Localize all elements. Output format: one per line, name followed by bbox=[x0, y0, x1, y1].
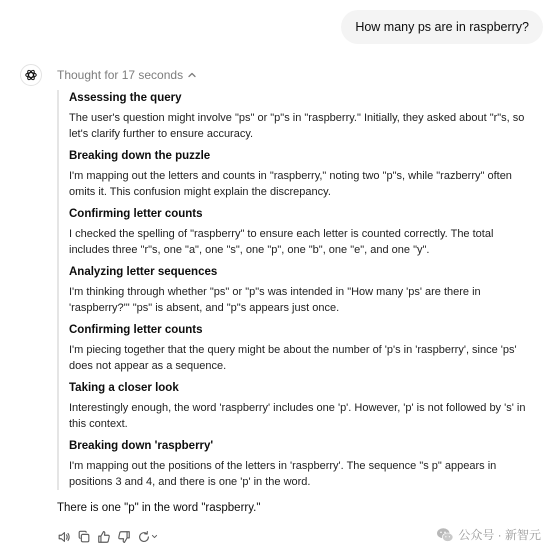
assistant-avatar bbox=[20, 64, 42, 86]
thought-section bbox=[69, 264, 535, 316]
thought-section-title: Analyzing letter sequences bbox=[69, 266, 218, 278]
chevron-down-icon bbox=[151, 533, 158, 540]
thought-section-title: Breaking down 'raspberry' bbox=[69, 440, 214, 452]
thought-section-title: Confirming letter counts bbox=[69, 324, 203, 336]
wechat-logo-icon bbox=[436, 527, 454, 543]
user-message-text: How many ps are in raspberry? bbox=[355, 20, 529, 34]
thought-section bbox=[69, 438, 535, 490]
openai-logo-icon bbox=[24, 68, 38, 82]
copy-icon bbox=[77, 530, 91, 544]
thought-section-text: I'm thinking through whether "ps" or "p"s was intended in "How many 'ps' are there in 'raspberry?'" "ps" is absent, and "p"s appears just once. bbox=[69, 286, 481, 314]
bad-response-button[interactable] bbox=[115, 528, 132, 545]
thought-section-title: Confirming letter counts bbox=[69, 208, 203, 220]
thought-section-text: I'm mapping out the letters and counts in "raspberry," noting two "p"s, while "razberry" often omits it. This confusion might explain the discrepancy. bbox=[69, 170, 512, 198]
assistant-answer: There is one "p" in the word "raspberry." bbox=[57, 502, 261, 514]
thought-section bbox=[69, 380, 535, 432]
thought-section-text: I checked the spelling of "raspberry" to ensure each letter is counted correctly. The total includes three "r"s, one "a", one "s", one "p", one "b", one "e", and one "y". bbox=[69, 228, 494, 256]
thought-section-text: I'm piecing together that the query might be about the number of 'p's in 'raspberry', since 'ps' does not appear as a sequence. bbox=[69, 344, 517, 372]
copy-button[interactable] bbox=[75, 528, 92, 545]
thought-section-title: Breaking down the puzzle bbox=[69, 150, 211, 162]
message-action-bar bbox=[55, 528, 159, 545]
speaker-icon bbox=[57, 530, 71, 544]
thought-section-text: I'm mapping out the positions of the letters in 'raspberry'. The sequence "s p" appears in positions 3 and 4, and there is one 'p' in the word. bbox=[69, 460, 497, 488]
chevron-up-icon bbox=[187, 70, 197, 80]
thumbs-down-icon bbox=[117, 530, 131, 544]
watermark bbox=[436, 526, 541, 543]
good-response-button[interactable] bbox=[95, 528, 112, 545]
thought-section bbox=[69, 148, 535, 200]
thought-section bbox=[69, 90, 535, 142]
thought-section-title: Taking a closer look bbox=[69, 382, 179, 394]
thumbs-up-icon bbox=[97, 530, 111, 544]
regenerate-icon bbox=[137, 530, 151, 544]
watermark-account-text: 公众号 · 新智元 bbox=[458, 528, 541, 542]
thought-section bbox=[69, 206, 535, 258]
thought-toggle[interactable] bbox=[57, 67, 197, 83]
thought-duration-label: Thought for 17 seconds bbox=[57, 68, 184, 82]
thought-details bbox=[57, 90, 535, 490]
read-aloud-button[interactable] bbox=[55, 528, 72, 545]
thought-section-text: The user's question might involve "ps" or "p"s in "raspberry." Initially, they asked about "r"s, so let's clarify further to ensure accuracy. bbox=[69, 112, 525, 140]
thought-section-text: Interestingly enough, the word 'raspberry' includes one 'p'. However, 'p' is not followed by 's' in this context. bbox=[69, 402, 526, 430]
user-message-bubble bbox=[341, 10, 543, 44]
regenerate-button[interactable] bbox=[135, 528, 159, 545]
thought-section bbox=[69, 322, 535, 374]
thought-section-title: Assessing the query bbox=[69, 92, 182, 104]
